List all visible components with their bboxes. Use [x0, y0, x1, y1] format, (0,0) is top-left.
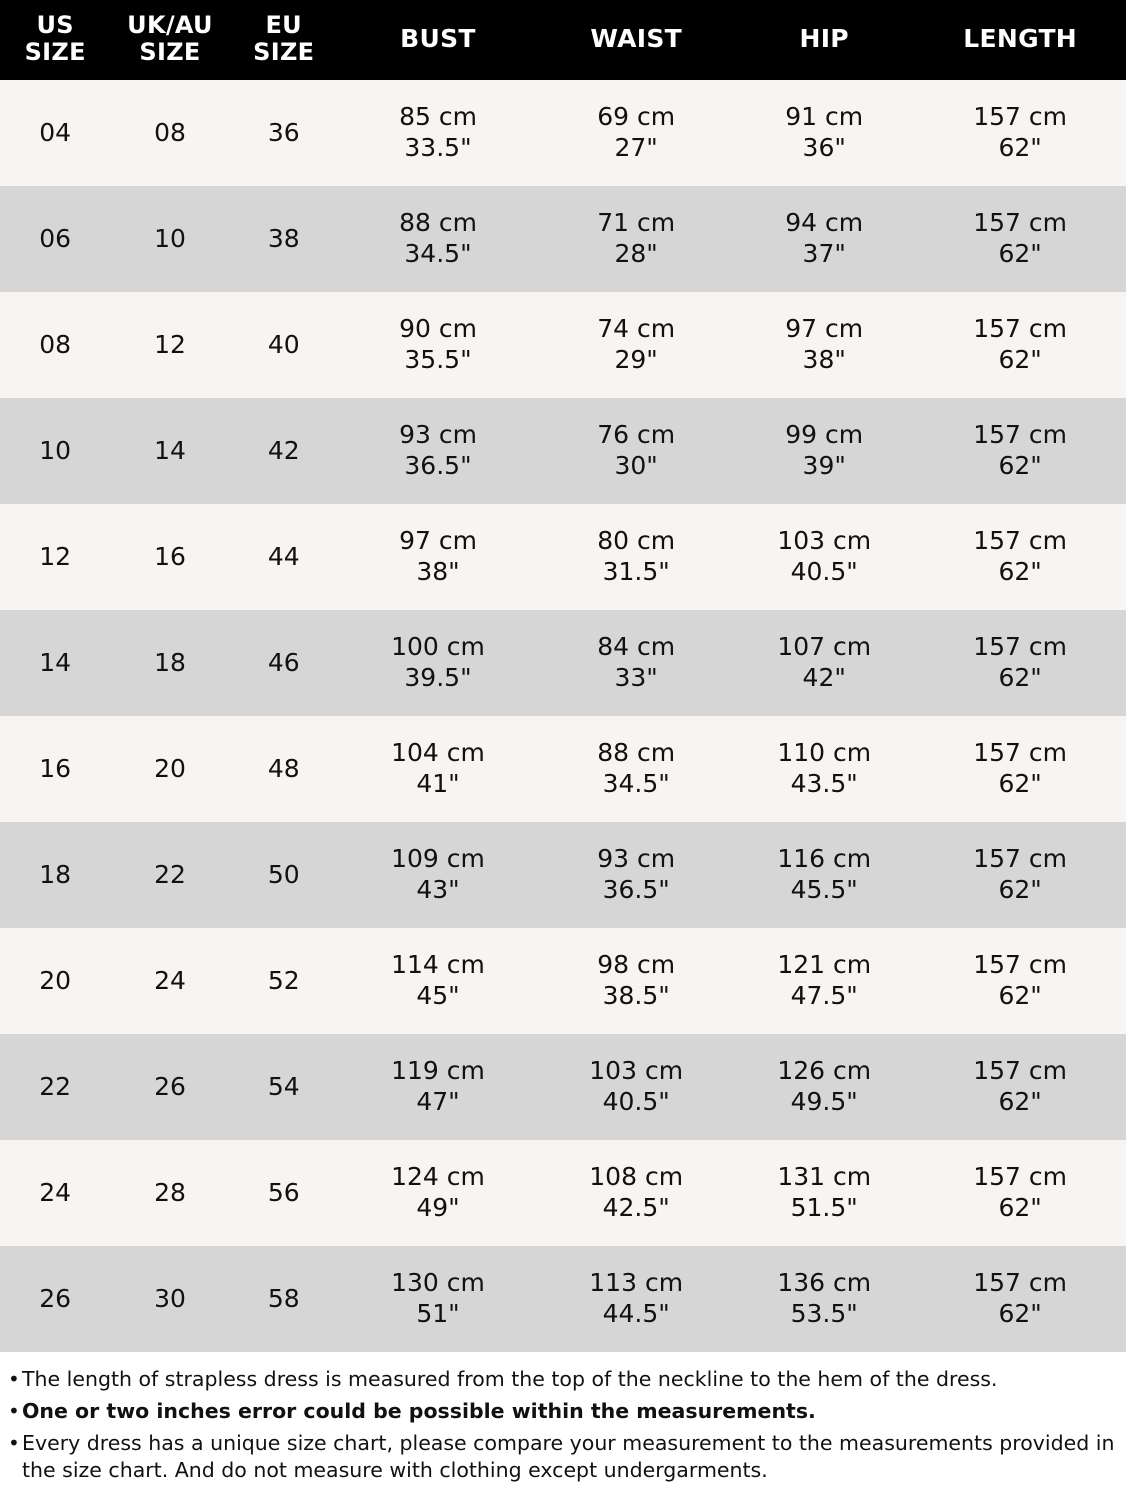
cell-uk-au-size: 30 [110, 1246, 229, 1352]
hip-cm: 121 cm [777, 950, 872, 980]
table-body [0, 80, 1126, 1352]
cell-bust [338, 1246, 538, 1352]
column-header-hip: HIP [734, 0, 914, 80]
cell-eu-size: 56 [230, 1140, 338, 1246]
hip-cm: 97 cm [785, 314, 864, 344]
notes-section [0, 1352, 1126, 1499]
length-inch: 62" [998, 1086, 1042, 1116]
bust-cm: 124 cm [391, 1162, 485, 1192]
header-line-1: UK/AU [127, 11, 213, 39]
bust-inch: 39.5" [404, 662, 472, 692]
length-cm: 157 cm [973, 844, 1068, 874]
cell-uk-au-size: 26 [110, 1034, 229, 1140]
hip-cm: 107 cm [777, 632, 872, 662]
length-cm: 157 cm [973, 208, 1068, 238]
waist-inch: 27" [614, 132, 658, 162]
table-row [0, 928, 1126, 1034]
waist-inch: 42.5" [602, 1192, 670, 1222]
cell-hip [734, 398, 914, 504]
length-cm: 157 cm [973, 420, 1068, 450]
cell-hip [734, 928, 914, 1034]
cell-hip [734, 1140, 914, 1246]
cell-waist [538, 1140, 734, 1246]
bust-cm: 119 cm [391, 1056, 485, 1086]
bust-cm: 130 cm [391, 1268, 485, 1298]
length-cm: 157 cm [973, 314, 1068, 344]
table-row [0, 398, 1126, 504]
waist-inch: 38.5" [602, 980, 670, 1010]
length-cm: 157 cm [973, 738, 1068, 768]
cell-eu-size: 46 [230, 610, 338, 716]
cell-uk-au-size: 12 [110, 292, 229, 398]
column-header-bust: BUST [338, 0, 538, 80]
bust-cm: 88 cm [399, 208, 477, 238]
waist-inch: 33" [614, 662, 658, 692]
hip-cm: 136 cm [777, 1268, 872, 1298]
waist-inch: 31.5" [602, 556, 670, 586]
header-line-2: SIZE [139, 37, 201, 66]
cell-waist [538, 1246, 734, 1352]
cell-bust [338, 610, 538, 716]
hip-cm: 126 cm [777, 1056, 872, 1086]
cell-us-size: 12 [0, 504, 110, 610]
cell-uk-au-size: 10 [110, 186, 229, 292]
cell-length [914, 398, 1126, 504]
cell-uk-au-size: 28 [110, 1140, 229, 1246]
length-cm: 157 cm [973, 1056, 1068, 1086]
cell-us-size: 26 [0, 1246, 110, 1352]
length-inch: 62" [998, 556, 1042, 586]
length-cm: 157 cm [973, 102, 1068, 132]
cell-hip [734, 292, 914, 398]
waist-cm: 98 cm [597, 950, 676, 980]
cell-bust [338, 1140, 538, 1246]
column-header-eu-size [230, 0, 338, 80]
table-row [0, 822, 1126, 928]
header-line-1: US [36, 11, 74, 39]
cell-eu-size: 50 [230, 822, 338, 928]
cell-bust [338, 928, 538, 1034]
table-row [0, 716, 1126, 822]
length-inch: 62" [998, 768, 1042, 798]
header-row [0, 0, 1126, 80]
bust-inch: 51" [416, 1298, 460, 1328]
hip-cm: 110 cm [777, 738, 872, 768]
cell-bust [338, 80, 538, 186]
cell-length [914, 1246, 1126, 1352]
hip-inch: 37" [802, 238, 846, 268]
bust-inch: 33.5" [404, 132, 472, 162]
cell-eu-size: 36 [230, 80, 338, 186]
length-inch: 62" [998, 344, 1042, 374]
cell-eu-size: 44 [230, 504, 338, 610]
note-text: Every dress has a unique size chart, please compare your measurement to the measurements provided in the size chart. And do not measure with clothing except undergarments. [22, 1430, 1115, 1482]
cell-bust [338, 186, 538, 292]
cell-length [914, 80, 1126, 186]
cell-us-size: 06 [0, 186, 110, 292]
hip-cm: 116 cm [777, 844, 872, 874]
waist-inch: 36.5" [602, 874, 670, 904]
hip-inch: 42" [802, 662, 846, 692]
cell-bust [338, 1034, 538, 1140]
waist-inch: 40.5" [602, 1086, 670, 1116]
table-row [0, 1246, 1126, 1352]
bust-inch: 38" [416, 556, 460, 586]
cell-waist [538, 504, 734, 610]
cell-bust [338, 822, 538, 928]
bust-inch: 41" [416, 768, 460, 798]
cell-us-size: 16 [0, 716, 110, 822]
cell-uk-au-size: 20 [110, 716, 229, 822]
waist-cm: 93 cm [597, 844, 676, 874]
cell-hip [734, 504, 914, 610]
cell-length [914, 716, 1126, 822]
column-header-waist: WAIST [538, 0, 734, 80]
length-inch: 62" [998, 662, 1042, 692]
hip-inch: 39" [802, 450, 846, 480]
length-inch: 62" [998, 132, 1042, 162]
cell-hip [734, 822, 914, 928]
waist-inch: 34.5" [602, 768, 670, 798]
cell-waist [538, 398, 734, 504]
cell-waist [538, 716, 734, 822]
cell-us-size: 10 [0, 398, 110, 504]
hip-inch: 47.5" [790, 980, 858, 1010]
cell-hip [734, 1034, 914, 1140]
bust-cm: 97 cm [399, 526, 477, 556]
hip-inch: 36" [802, 132, 846, 162]
bust-cm: 109 cm [391, 844, 485, 874]
cell-length [914, 610, 1126, 716]
waist-inch: 44.5" [602, 1298, 670, 1328]
length-cm: 157 cm [973, 526, 1068, 556]
hip-cm: 99 cm [785, 420, 864, 450]
length-inch: 62" [998, 874, 1042, 904]
cell-us-size: 14 [0, 610, 110, 716]
hip-cm: 103 cm [777, 526, 872, 556]
cell-waist [538, 80, 734, 186]
cell-uk-au-size: 16 [110, 504, 229, 610]
note-text: One or two inches error could be possible within the measurements. [22, 1398, 816, 1423]
cell-length [914, 292, 1126, 398]
cell-us-size: 08 [0, 292, 110, 398]
note-item [8, 1430, 1118, 1484]
cell-eu-size: 42 [230, 398, 338, 504]
bust-cm: 100 cm [391, 632, 485, 662]
hip-inch: 49.5" [790, 1086, 858, 1116]
cell-waist [538, 1034, 734, 1140]
bust-cm: 90 cm [399, 314, 477, 344]
column-header-length: LENGTH [914, 0, 1126, 80]
length-inch: 62" [998, 980, 1042, 1010]
bust-inch: 45" [416, 980, 460, 1010]
waist-cm: 74 cm [597, 314, 676, 344]
bust-inch: 35.5" [404, 344, 472, 374]
hip-cm: 94 cm [785, 208, 864, 238]
table-row [0, 504, 1126, 610]
cell-us-size: 24 [0, 1140, 110, 1246]
cell-length [914, 186, 1126, 292]
note-item [8, 1398, 1118, 1425]
cell-uk-au-size: 24 [110, 928, 229, 1034]
table-row [0, 292, 1126, 398]
bust-cm: 85 cm [399, 102, 477, 132]
hip-cm: 131 cm [777, 1162, 872, 1192]
cell-uk-au-size: 08 [110, 80, 229, 186]
cell-eu-size: 38 [230, 186, 338, 292]
bust-inch: 34.5" [404, 238, 472, 268]
length-cm: 157 cm [973, 950, 1068, 980]
cell-waist [538, 928, 734, 1034]
waist-cm: 80 cm [597, 526, 676, 556]
note-text: The length of strapless dress is measured from the top of the neckline to the hem of the dress. [22, 1366, 998, 1391]
bust-cm: 93 cm [399, 420, 477, 450]
length-inch: 62" [998, 1192, 1042, 1222]
length-cm: 157 cm [973, 1162, 1068, 1192]
cell-length [914, 504, 1126, 610]
waist-inch: 28" [614, 238, 658, 268]
cell-uk-au-size: 18 [110, 610, 229, 716]
hip-inch: 40.5" [790, 556, 858, 586]
cell-bust [338, 504, 538, 610]
bust-inch: 47" [416, 1086, 460, 1116]
table-row [0, 1140, 1126, 1246]
cell-waist [538, 822, 734, 928]
cell-eu-size: 52 [230, 928, 338, 1034]
bust-inch: 36.5" [404, 450, 472, 480]
waist-cm: 84 cm [597, 632, 676, 662]
cell-eu-size: 40 [230, 292, 338, 398]
waist-cm: 71 cm [597, 208, 676, 238]
hip-inch: 51.5" [790, 1192, 858, 1222]
waist-inch: 30" [614, 450, 658, 480]
cell-waist [538, 186, 734, 292]
cell-eu-size: 54 [230, 1034, 338, 1140]
cell-hip [734, 186, 914, 292]
cell-us-size: 20 [0, 928, 110, 1034]
cell-uk-au-size: 22 [110, 822, 229, 928]
bust-inch: 43" [416, 874, 460, 904]
length-inch: 62" [998, 238, 1042, 268]
waist-cm: 108 cm [589, 1162, 684, 1192]
cell-waist [538, 292, 734, 398]
cell-eu-size: 48 [230, 716, 338, 822]
bust-cm: 104 cm [391, 738, 485, 768]
cell-length [914, 822, 1126, 928]
cell-bust [338, 292, 538, 398]
cell-eu-size: 58 [230, 1246, 338, 1352]
waist-cm: 88 cm [597, 738, 676, 768]
waist-cm: 69 cm [597, 102, 676, 132]
hip-inch: 43.5" [790, 768, 858, 798]
bullet-icon: • [8, 1398, 20, 1423]
cell-hip [734, 80, 914, 186]
hip-inch: 53.5" [790, 1298, 858, 1328]
table-row [0, 186, 1126, 292]
table-row [0, 610, 1126, 716]
cell-hip [734, 1246, 914, 1352]
bullet-icon: • [8, 1430, 20, 1455]
cell-length [914, 1034, 1126, 1140]
waist-cm: 113 cm [589, 1268, 684, 1298]
table-row [0, 1034, 1126, 1140]
table-header [0, 0, 1126, 80]
bust-cm: 114 cm [391, 950, 485, 980]
cell-us-size: 04 [0, 80, 110, 186]
cell-waist [538, 610, 734, 716]
cell-length [914, 1140, 1126, 1246]
cell-bust [338, 398, 538, 504]
cell-hip [734, 610, 914, 716]
waist-cm: 76 cm [597, 420, 676, 450]
column-header-us-size [0, 0, 110, 80]
header-line-2: SIZE [253, 37, 315, 66]
length-inch: 62" [998, 450, 1042, 480]
cell-hip [734, 716, 914, 822]
cell-us-size: 18 [0, 822, 110, 928]
length-inch: 62" [998, 1298, 1042, 1328]
header-line-1: EU [265, 11, 302, 39]
bullet-icon: • [8, 1366, 20, 1391]
cell-uk-au-size: 14 [110, 398, 229, 504]
waist-inch: 29" [614, 344, 658, 374]
cell-length [914, 928, 1126, 1034]
cell-us-size: 22 [0, 1034, 110, 1140]
column-header-uk-au-size [110, 0, 229, 80]
length-cm: 157 cm [973, 1268, 1068, 1298]
length-cm: 157 cm [973, 632, 1068, 662]
waist-cm: 103 cm [589, 1056, 684, 1086]
table-row [0, 80, 1126, 186]
hip-cm: 91 cm [785, 102, 864, 132]
cell-bust [338, 716, 538, 822]
bust-inch: 49" [416, 1192, 460, 1222]
hip-inch: 38" [802, 344, 846, 374]
note-item [8, 1366, 1118, 1393]
header-line-2: SIZE [24, 37, 86, 66]
hip-inch: 45.5" [790, 874, 858, 904]
